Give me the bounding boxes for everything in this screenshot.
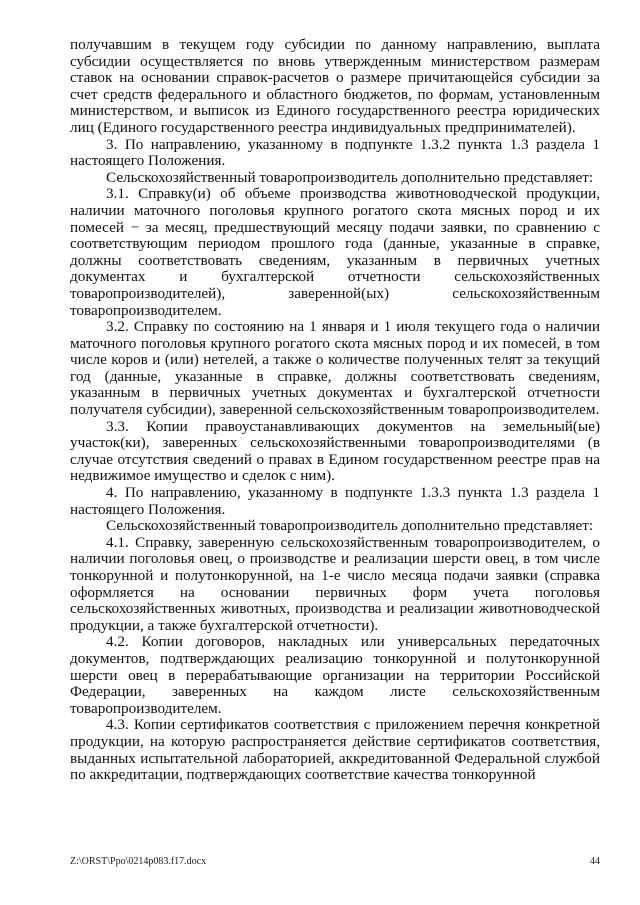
paragraph-item-4-2: 4.2. Копии договоров, накладных или универсальных передаточных документов, подтверждающих реализацию тонкорунной и полутонкорунной шерсти овец в перерабатывающие организации на территории Российской Федерации, заверенных на каждом листе сельскохозяйственным товаропроизводителем. [70,633,600,717]
document-body [70,37,600,784]
footer-file-path: Z:\ORST\Ppo\0214p083.f17.docx [70,856,207,867]
paragraph-item-4-3: 4.3. Копии сертификатов соответствия с приложением перечня конкретной продукции, на которую распространяется действие сертификатов соответствия, выданных испытательной лабораторией, аккредитованной Федеральной службой по аккредитации, подтверждающих соответствие качества тонкорунной [70,716,600,784]
page-number: 44 [590,856,600,867]
paragraph-item-4-1: 4.1. Справку, заверенную сельскохозяйственным товаропроизводителем, о наличии поголовья овец, о производстве и реализации шерсти овец, в том числе тонкорунной и полутонкорунной, на 1-е число месяца подачи заявки (справка оформляется на основании первичных форм учета поголовья сельскохозяйственных животных, производства и реализации животноводческой продукции, а также бухгалтерской отчетности). [70,533,600,634]
paragraph-item-3-2: 3.2. Справку по состоянию на 1 января и 1 июля текущего года о наличии маточного поголовья крупного рогатого скота мясных пород и их помесей, в том числе коров и (или) нетелей, а также о количестве полученных телят за текущий год (данные, указанные в справке, должны соответствовать сведениям, указанным в первичных учетных документах и бухгалтерской отчетности получателя субсидии), заверенной сельскохозяйственным товаропроизводителем. [70,318,600,419]
paragraph-item-4: 4. По направлению, указанному в подпункте 1.3.3 пункта 1.3 раздела 1 настоящего Положения. [70,484,600,518]
paragraph-continuation: получавшим в текущем году субсидии по данному направлению, выплата субсидии осуществляется по вновь утвержденным министерством размерам ставок на основании справок-расчетов о размере причитающейся субсидии за счет средств федерального и областного бюджетов, по формам, установленным министерством, и выписок из Единого государственного реестра юридических лиц (Единого государственного реестра индивидуальных предпринимателей). [70,36,600,136]
paragraph-item-3: 3. По направлению, указанному в подпункте 1.3.2 пункта 1.3 раздела 1 настоящего Положения. [70,135,600,170]
paragraph-item-3-intro: Сельскохозяйственный товаропроизводитель дополнительно представляет: [106,168,594,186]
paragraph-item-3-1: 3.1. Справку(и) об объеме производства животноводческой продукции, наличии маточного поголовья крупного рогатого скота мясных пород и их помесей − за месяц, предшествующий месяцу подачи заявки, по сравнению с соответствующим периодом прошлого года (данные, указанные в справке, должны соответствовать сведениям, указанным в первичных учетных документах и бухгалтерской отчетности сельскохозяйственных товаропроизводителей), заверенной(ых) сельскохозяйственным товаропроизводителем. [70,185,600,319]
paragraph-item-3-3: 3.3. Копии правоустанавливающих документов на земельный(ые) участок(ки), заверенных сельскохозяйственными товаропроизводителями (в случае отсутствия сведений о правах в Едином государственном реестре прав на недвижимое имущество и сделок с ним). [70,417,600,485]
paragraph-item-4-intro: Сельскохозяйственный товаропроизводитель дополнительно представляет: [106,517,594,535]
